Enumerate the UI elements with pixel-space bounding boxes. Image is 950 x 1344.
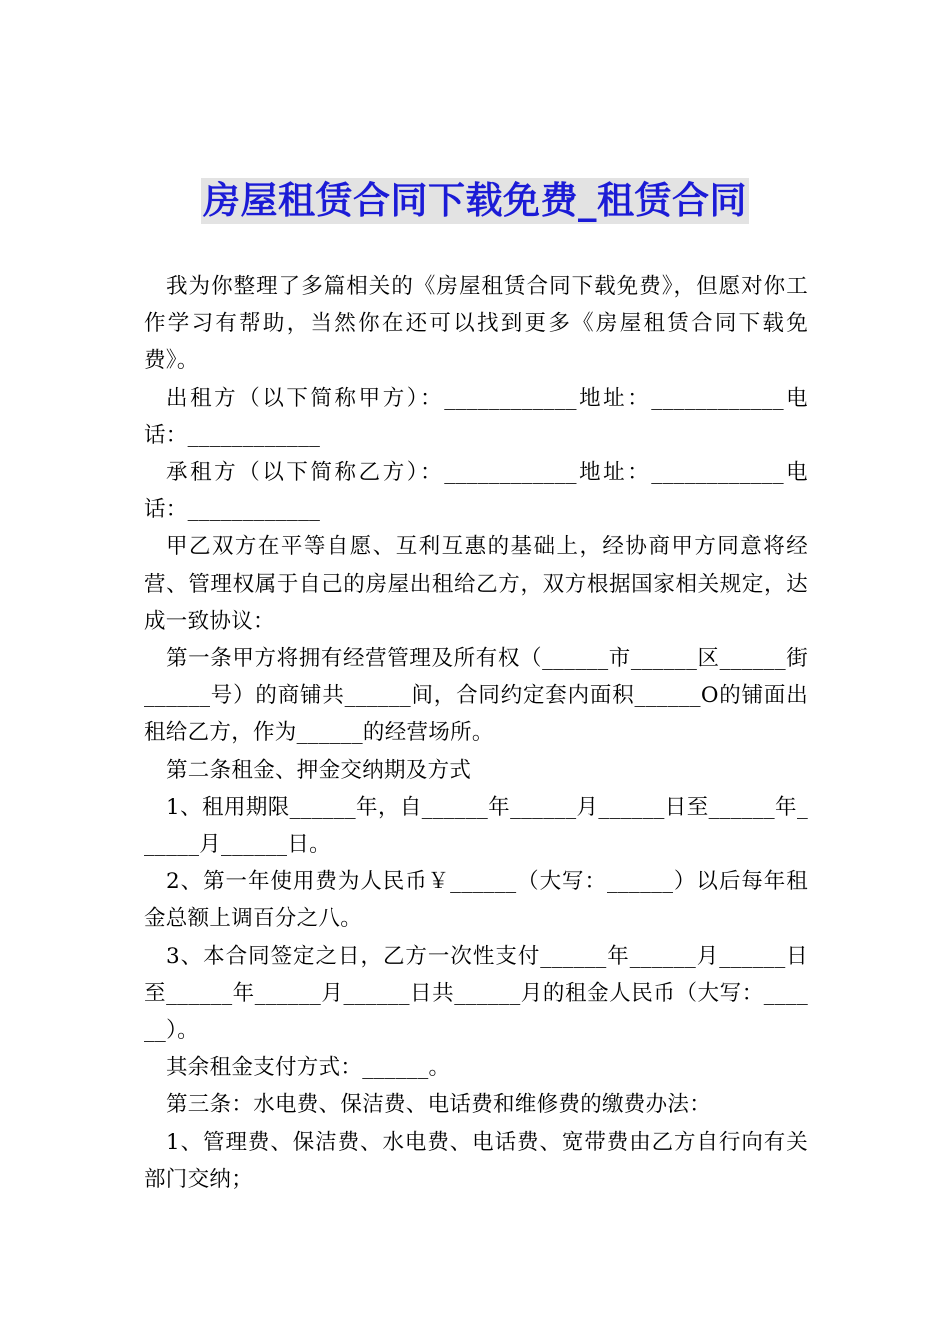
paragraph-article-3-heading: 第三条：水电费、保洁费、电话费和维修费的缴费办法： — [166, 1092, 712, 1118]
document-body — [144, 268, 808, 1198]
paragraph-article-2-heading: 第二条租金、押金交纳期及方式 — [166, 757, 472, 783]
paragraph-article-1: 第一条甲方将拥有经营管理及所有权（______市______区______街______号）的商铺共______间，合同约定套内面积______O的铺面出租给乙方，作为______的经营场所。 — [144, 646, 808, 746]
paragraph-item-1: 1、租用期限______年，自______年______月______日至______年______月______日。 — [144, 794, 808, 858]
paragraph-agreement: 甲乙双方在平等自愿、互利互惠的基础上，经协商甲方同意将经营、管理权属于自己的房屋出租给乙方，双方根据国家相关规定，达成一致协议： — [144, 534, 808, 634]
document-title: 房屋租赁合同下载免费_租赁合同 — [203, 179, 747, 222]
title-container — [0, 178, 950, 224]
paragraph-item-3: 3、本合同签定之日，乙方一次性支付______年______月______日至______年______月______日共______月的租金人民币（大写：______）。 — [144, 943, 808, 1044]
paragraph-item-2: 2、第一年使用费为人民币￥______（大写：______）以后每年租金总额上调百分之八。 — [144, 869, 808, 932]
paragraph-lessor: 出租方（以下简称甲方）：____________地址：____________电话：____________ — [144, 385, 808, 448]
paragraph-intro: 我为你整理了多篇相关的《房屋租赁合同下载免费》，但愿对你工作学习有帮助，当然你在还可以找到更多《房屋租赁合同下载免费》。 — [144, 274, 808, 374]
paragraph-lessee: 承租方（以下简称乙方）：____________地址：____________电话：____________ — [144, 460, 808, 523]
paragraph-fees-item-1: 1、管理费、保洁费、水电费、电话费、宽带费由乙方自行向有关部门交纳； — [144, 1129, 808, 1192]
paragraph-other-payment: 其余租金支付方式：______。 — [166, 1055, 451, 1081]
